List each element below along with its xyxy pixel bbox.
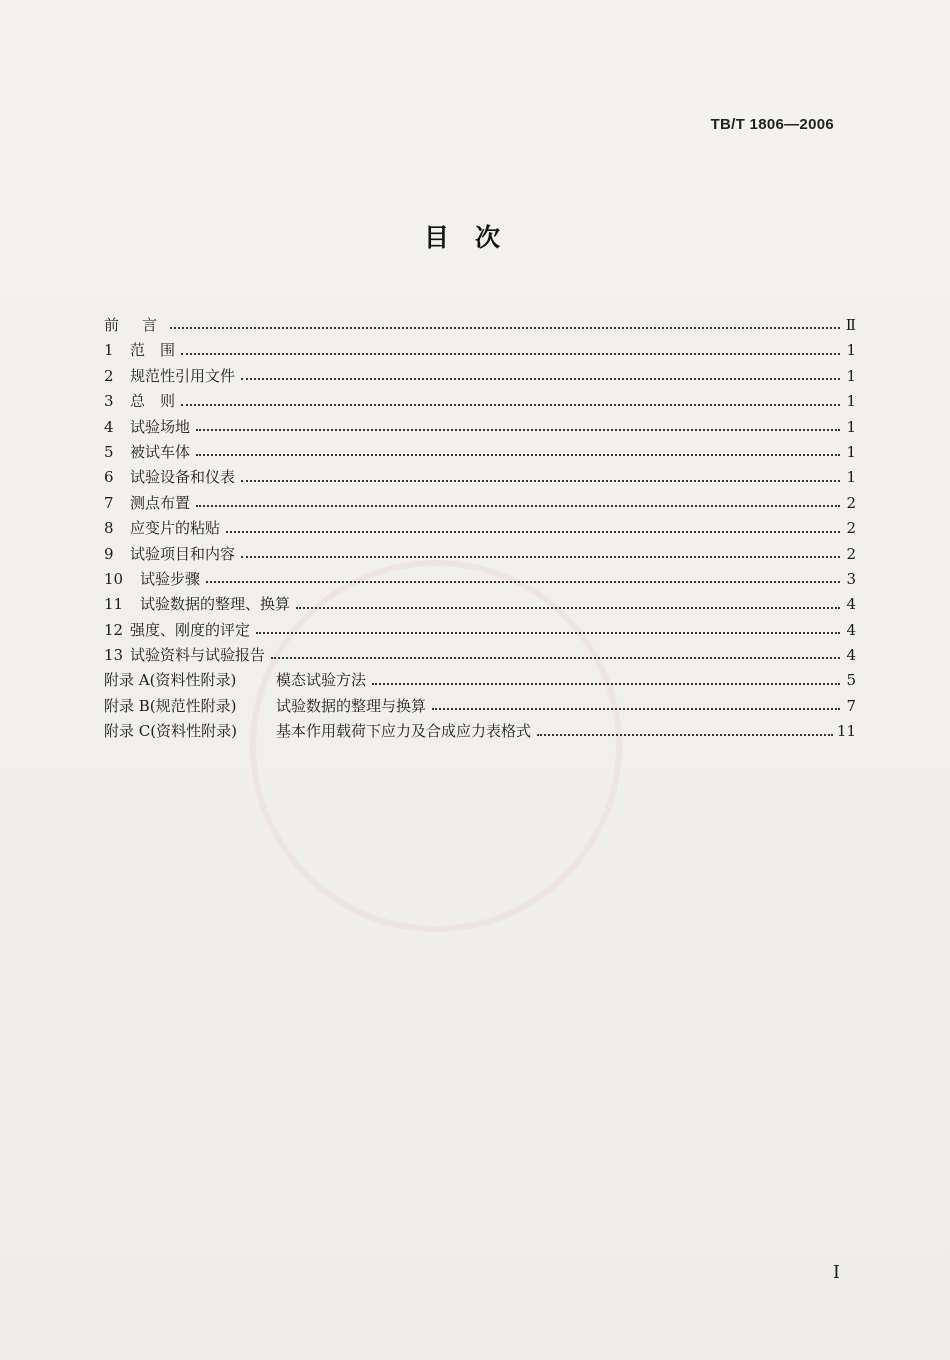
toc-entry-10[interactable] (104, 568, 856, 593)
toc-entry-9[interactable] (104, 543, 856, 568)
toc-leader-dots (206, 580, 840, 583)
toc-leader-dots (271, 656, 840, 659)
toc-entry-2[interactable] (104, 365, 856, 390)
toc-entry-page: 1 (846, 417, 856, 436)
toc-entry-appendix-c[interactable] (104, 720, 856, 745)
toc-entry-label: 试验场地 (130, 417, 191, 436)
toc-entry-3[interactable] (104, 390, 856, 415)
toc-entry-label: 总 则 (130, 392, 176, 411)
toc-leader-dots (241, 377, 840, 380)
toc-entry-12[interactable] (104, 619, 856, 644)
toc-entry-number: 13 (104, 646, 124, 665)
toc-entry-label: 试验设备和仪表 (130, 468, 236, 487)
toc-entry-label: 规范性引用文件 (130, 366, 236, 385)
toc-entry-label: 基本作用载荷下应力及合成应力表格式 (276, 722, 532, 741)
toc-entry-label: 模态试验方法 (276, 671, 367, 690)
toc-entry-11[interactable] (104, 593, 856, 618)
toc-leader-dots (181, 352, 840, 355)
toc-entry-number: 8 (104, 519, 114, 538)
toc-entry-page: 4 (846, 646, 856, 665)
toc-leader-dots (181, 403, 840, 406)
toc-leader-dots (432, 707, 840, 710)
standard-code: TB/T 1806—2006 (710, 116, 834, 133)
toc-entry-number: 4 (104, 417, 114, 436)
toc-entry-page: 2 (846, 493, 856, 512)
toc-entry-number: 12 (104, 620, 124, 639)
table-of-contents (104, 314, 856, 746)
toc-leader-dots (256, 631, 840, 634)
toc-entry-label: 试验项目和内容 (130, 544, 236, 563)
toc-leader-dots (196, 453, 840, 456)
toc-entry-number: 6 (104, 468, 114, 487)
toc-entry-page: 1 (846, 392, 856, 411)
toc-entry-label: 试验数据的整理与换算 (276, 696, 427, 715)
toc-entry-appendix-a[interactable] (104, 669, 856, 694)
toc-entry-5[interactable] (104, 441, 856, 466)
toc-entry-appendix-b[interactable] (104, 695, 856, 720)
toc-entry-label: 试验资料与试验报告 (130, 646, 266, 665)
toc-entry-label: 被试车体 (130, 442, 191, 461)
toc-leader-dots (372, 682, 840, 685)
toc-entry-page: 11 (836, 722, 856, 741)
toc-entry-page: 4 (846, 595, 856, 614)
toc-entry-number: 3 (104, 392, 114, 411)
toc-entry-number: 10 (104, 569, 124, 588)
toc-entry-number: 5 (104, 442, 114, 461)
toc-entry-foreword[interactable] (104, 314, 856, 339)
page-number: I (832, 1262, 840, 1283)
toc-entry-6[interactable] (104, 466, 856, 491)
toc-entry-page: 7 (846, 696, 856, 715)
toc-leader-dots (241, 479, 840, 482)
toc-entry-8[interactable] (104, 517, 856, 542)
toc-entry-1[interactable] (104, 339, 856, 364)
toc-entry-number: 附录 B(规范性附录) (104, 696, 237, 715)
toc-entry-number: 2 (104, 366, 114, 385)
toc-leader-dots (226, 530, 840, 533)
toc-leader-dots (296, 606, 840, 609)
toc-entry-page: 3 (846, 569, 856, 588)
toc-entry-7[interactable] (104, 492, 856, 517)
toc-entry-number: 1 (104, 341, 114, 360)
toc-entry-label: 强度、刚度的评定 (130, 620, 251, 639)
toc-entry-number: 前 言 (104, 316, 162, 334)
toc-entry-page: 2 (846, 519, 856, 538)
toc-entry-page: 1 (846, 341, 856, 360)
toc-entry-page: 1 (846, 468, 856, 487)
toc-entry-label: 试验数据的整理、换算 (140, 595, 291, 614)
toc-leader-dots (241, 555, 840, 558)
toc-entry-page: 1 (846, 442, 856, 461)
toc-entry-page: 5 (846, 671, 856, 690)
toc-entry-13[interactable] (104, 644, 856, 669)
toc-leader-dots (196, 504, 840, 507)
toc-leader-dots (196, 428, 840, 431)
toc-entry-label: 测点布置 (130, 493, 191, 512)
page-title: 目次 (423, 223, 526, 252)
toc-entry-number: 9 (104, 544, 114, 563)
toc-entry-page: 4 (846, 620, 856, 639)
toc-entry-4[interactable] (104, 416, 856, 441)
toc-entry-label: 范 围 (130, 341, 176, 360)
toc-entry-page: 1 (846, 366, 856, 385)
toc-leader-dots (537, 733, 833, 736)
toc-leader-dots (170, 326, 840, 329)
toc-entry-page: 2 (846, 544, 856, 563)
toc-entry-page: Ⅱ (845, 316, 856, 334)
toc-entry-label: 试验步骤 (140, 569, 201, 588)
toc-entry-number: 7 (104, 493, 114, 512)
toc-entry-number: 附录 A(资料性附录) (104, 671, 237, 690)
toc-entry-number: 附录 C(资料性附录) (104, 722, 237, 741)
toc-entry-label: 应变片的粘贴 (130, 519, 221, 538)
toc-entry-number: 11 (104, 595, 124, 614)
